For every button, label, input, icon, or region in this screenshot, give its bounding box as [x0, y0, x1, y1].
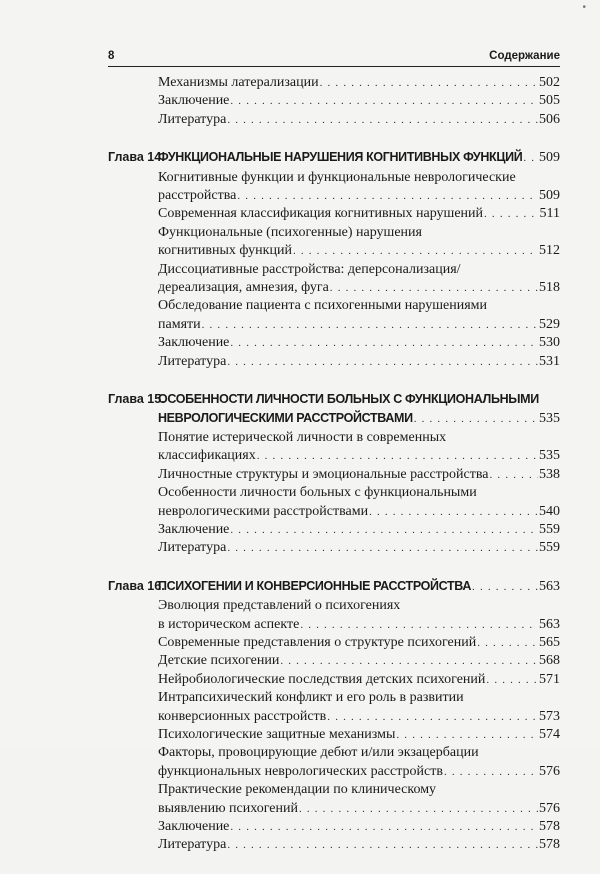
entry-line: [158, 616, 560, 634]
entry-line: Понятие истерической личности в современных: [158, 429, 447, 445]
toc-entry: [108, 297, 560, 334]
entry-title-text: Механизмы латерализации: [158, 75, 319, 90]
chapter-title-line: [158, 409, 560, 428]
entry-page-number: 573: [539, 708, 560, 724]
toc-entry: [108, 111, 560, 129]
chapter-title-line: [158, 577, 560, 596]
entry-line: [158, 708, 560, 726]
entry-page-number: 506: [539, 111, 560, 127]
entry-title-text: Нейробиологические последствия детских психогений: [158, 671, 486, 687]
entry-title-text: Заключение: [158, 335, 230, 351]
dot-leader: [327, 708, 538, 726]
table-of-contents: [108, 74, 560, 874]
entry-page-number: 530: [539, 335, 560, 351]
entry-line: Когнитивные функции и функциональные неврологические: [158, 169, 516, 185]
entry-title-text: Современные представления о структуре психогений: [158, 634, 477, 650]
entry-page-number: 502: [539, 75, 560, 90]
entry-page-number: 512: [539, 243, 560, 259]
entry-line: Практические рекомендации по клиническому: [158, 782, 437, 798]
toc-entry: [108, 334, 560, 352]
entry-title-text: конверсионных расстройств: [158, 708, 327, 724]
entry-page-number: 559: [539, 521, 560, 537]
entry-page-number: 574: [539, 727, 560, 742]
toc-entry: [108, 818, 560, 836]
chapter-group: [108, 148, 560, 371]
dot-leader: [414, 410, 538, 428]
entry-page-number: 535: [539, 410, 560, 426]
entry-page-number: 571: [539, 671, 560, 687]
chapter-title-line: [158, 148, 560, 167]
dot-leader: [490, 466, 538, 484]
entry-line: [158, 726, 560, 744]
entry-line: [158, 634, 560, 652]
chapter-heading: [108, 148, 560, 167]
entry-line: [158, 800, 560, 818]
toc-entry: [108, 634, 560, 652]
entry-title-text: Личностные структуры и эмоциональные расстройства: [158, 466, 489, 482]
entry-page-number: 505: [539, 93, 560, 109]
entry-title-text: Заключение: [158, 521, 230, 537]
toc-entry: [108, 92, 560, 110]
entry-title-text: Литература: [158, 111, 227, 127]
entry-title-text: памяти: [158, 316, 201, 332]
intro-group: [108, 74, 560, 129]
dot-leader: [237, 187, 538, 205]
toc-entry: [108, 597, 560, 634]
dot-leader: [477, 634, 538, 652]
chapter-title-line: ОСОБЕННОСТИ ЛИЧНОСТИ БОЛЬНЫХ С ФУНКЦИОНАЛЬНЫМИ: [158, 392, 539, 407]
entry-line: Диссоциативные расстройства: деперсонализация/: [158, 261, 461, 277]
dot-leader: [369, 503, 538, 521]
dot-leader: [230, 818, 538, 836]
toc-entry: [108, 261, 560, 298]
entry-title-text: когнитивных функций: [158, 243, 292, 259]
entry-line: [158, 466, 560, 484]
dot-leader: [299, 800, 538, 818]
entry-line: [158, 74, 560, 92]
chapter-heading-lines: [158, 577, 560, 596]
toc-entry: [108, 205, 560, 223]
toc-entry: [108, 484, 560, 521]
entry-title-text: Заключение: [158, 819, 230, 835]
entry-line: [158, 353, 560, 371]
dot-leader: [227, 111, 538, 129]
chapter-label: Глава 15.: [108, 392, 165, 407]
toc-entry: [108, 539, 560, 557]
entry-line: [158, 92, 560, 110]
entry-title-text: Заключение: [158, 93, 230, 109]
toc-entry: [108, 74, 560, 92]
chapter-label: Глава 14.: [108, 150, 165, 165]
entry-page-number: 529: [539, 316, 560, 332]
dot-leader: [202, 316, 538, 334]
entry-page-number: 563: [539, 578, 560, 594]
entry-page-number: 559: [539, 540, 560, 556]
entry-line: [158, 242, 560, 260]
chapter-heading: [108, 577, 560, 596]
entry-title-text: в историческом аспекте: [158, 616, 300, 632]
toc-entry: [108, 353, 560, 371]
dot-leader: [230, 92, 538, 110]
entry-title-text: Психологические защитные механизмы: [158, 727, 396, 742]
chapter-heading-lines: [158, 148, 560, 167]
chapter-group: [108, 577, 560, 855]
dot-leader: [396, 726, 538, 744]
entry-title-text: выявлению психогений: [158, 800, 298, 816]
entry-page-number: 509: [539, 150, 560, 166]
entry-page-number: 535: [539, 448, 560, 464]
entry-title-text: неврологическими расстройствами: [158, 503, 369, 519]
entry-line: [158, 205, 560, 223]
entry-line: [158, 521, 560, 539]
entry-line: [158, 763, 560, 781]
toc-entry: [108, 224, 560, 261]
chapter-title-text: ПСИХОГЕНИИ И КОНВЕРСИОННЫЕ РАССТРОЙСТВА: [158, 578, 472, 593]
entry-title-text: классификациях: [158, 448, 256, 464]
entry-page-number: 565: [539, 634, 560, 650]
toc-entry: [108, 466, 560, 484]
dot-leader: [230, 521, 538, 539]
entry-page-number: 578: [539, 819, 560, 835]
dot-leader: [227, 539, 538, 557]
dot-leader: [444, 763, 538, 781]
dot-leader: [486, 671, 538, 689]
entry-line: Обследование пациента с психогенными нарушениями: [158, 298, 488, 314]
chapter-label: Глава 16.: [108, 578, 165, 593]
entry-page-number: 531: [539, 353, 560, 369]
entry-page-number: 563: [539, 616, 560, 632]
toc-entry: [108, 652, 560, 670]
chapter-title-text: НЕВРОЛОГИЧЕСКИМИ РАССТРОЙСТВАМИ: [158, 410, 413, 425]
dot-leader: [293, 242, 538, 260]
toc-entry: [108, 781, 560, 818]
toc-entry: [108, 521, 560, 539]
toc-entry: [108, 689, 560, 726]
toc-entry: [108, 429, 560, 466]
entry-title-text: Литература: [158, 353, 227, 369]
entry-line: [158, 111, 560, 129]
dot-leader: [330, 279, 538, 297]
running-title: Содержание: [489, 50, 560, 62]
dot-leader: [472, 578, 538, 596]
entry-page-number: 511: [539, 206, 560, 222]
entry-line: Особенности личности больных с функциональными: [158, 485, 477, 501]
running-head: [108, 46, 560, 67]
entry-title-text: Современная классификация когнитивных нарушений: [158, 206, 484, 222]
dot-leader: [257, 447, 538, 465]
entry-line: [158, 671, 560, 689]
entry-line: [158, 818, 560, 836]
entry-page-number: 518: [539, 280, 560, 296]
dot-leader: [227, 836, 538, 854]
toc-entry: [108, 671, 560, 689]
chapter-heading-lines: [158, 390, 560, 428]
corner-mark: •: [582, 2, 586, 13]
entry-title-text: дереализация, амнезия, фуга: [158, 280, 329, 296]
entry-line: [158, 503, 560, 521]
entry-page-number: 568: [539, 653, 560, 669]
entry-title-text: Литература: [158, 837, 227, 853]
entry-line: [158, 316, 560, 334]
entry-page-number: 578: [539, 837, 560, 853]
entry-line: [158, 334, 560, 352]
entry-title-text: Детские психогении: [158, 653, 280, 669]
entry-line: [158, 187, 560, 205]
dot-leader: [484, 205, 539, 223]
chapter-title-text: ФУНКЦИОНАЛЬНЫЕ НАРУШЕНИЯ КОГНИТИВНЫХ ФУНКЦИЙ: [158, 150, 523, 165]
toc-entry: [108, 726, 560, 744]
entry-page-number: 540: [539, 503, 560, 519]
entry-line: Факторы, провоцирующие дебют и/или экзацербации: [158, 745, 479, 761]
entry-page-number: 509: [539, 188, 560, 204]
entry-page-number: 576: [539, 763, 560, 779]
chapter-heading: [108, 390, 560, 428]
entry-line: [158, 652, 560, 670]
entry-page-number: 576: [539, 800, 560, 816]
entry-title-text: Литература: [158, 540, 227, 556]
dot-leader: [230, 334, 538, 352]
entry-line: [158, 447, 560, 465]
entry-line: [158, 279, 560, 297]
dot-leader: [227, 353, 538, 371]
entry-title-text: расстройства: [158, 188, 237, 204]
toc-entry: [108, 169, 560, 206]
dot-leader: [320, 74, 538, 92]
toc-entry: [108, 836, 560, 854]
entry-line: Функциональные (психогенные) нарушения: [158, 224, 422, 240]
entry-line: [158, 836, 560, 854]
dot-leader: [300, 616, 538, 634]
entry-line: Интрапсихический конфликт и его роль в развитии: [158, 690, 464, 706]
page-number: 8: [108, 50, 115, 62]
entry-line: Эволюция представлений о психогениях: [158, 598, 401, 614]
dot-leader: [280, 652, 538, 670]
entry-title-text: функциональных неврологических расстройств: [158, 763, 443, 779]
dot-leader: [523, 149, 538, 167]
entry-line: [158, 539, 560, 557]
chapter-group: [108, 390, 560, 558]
entry-page-number: 538: [539, 466, 560, 482]
